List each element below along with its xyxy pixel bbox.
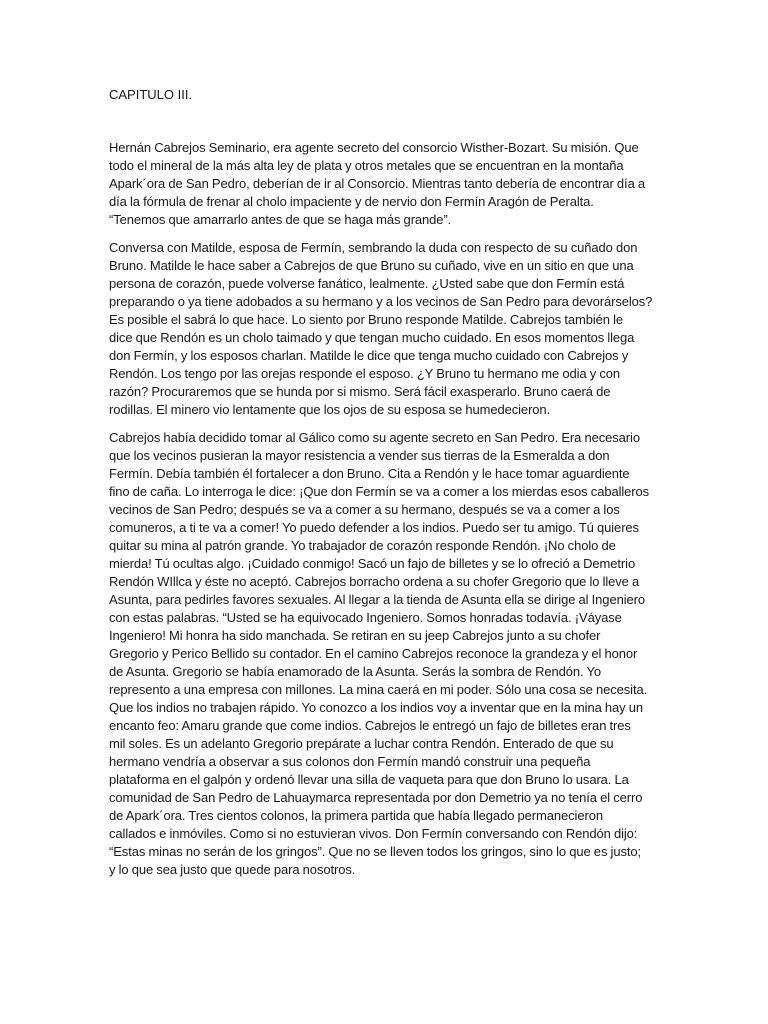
paragraph-3: Cabrejos había decidido tomar al Gálico como su agente secreto en San Pedro. Era necesario que los vecinos pusieran la mayor resistencia a vender sus tierras de la Esmeralda a don Fermín. Debía también él fortalecer a don Bruno. Cita a Rendón y le hace tomar aguardiente fino de caña. Lo interroga le dice: ¡Que don Fermín se va a comer a los mierdas esos caballeros vecinos de San Pedro; después se va a comer a su hermano, después se va a comer a los comuneros, a ti te va a comer! Yo puedo defender a los indios. Puedo ser tu amigo. Tú quieres quitar su mina al patrón grande. Yo trabajador de corazón responde Rendón. ¡No cholo de mierda! Tú ocultas algo. ¡Cuidado conmigo! Sacó un fajo de billetes y se lo ofreció a Demetrio Rendón WIllca y éste no aceptó. Cabrejos borracho ordena a su chofer Gregorio que lo lleve a Asunta, para pedirles favores sexuales. Al llegar a la tienda de Asunta ella se dirige al Ingeniero con estas palabras. “Usted se ha equivocado Ingeniero. Somos honradas todavía. ¡Váyase Ingeniero! Mi honra ha sido manchada. Se retiran en su jeep Cabrejos junto a su chofer Gregorio y Perico Bellido su contador. En el camino Cabrejos reconoce la grandeza y el honor de Asunta. Gregorio se había enamorado de la Asunta. Serás la sombra de Rendón. Yo represento a una empresa con millones. La mina caerá en mi poder. Sólo una cosa se necesita. Que los indios no trabajen rápido. Yo conozco a los indios voy a inventar que en la mina hay un encanto feo: Amaru grande que come indios. Cabrejos le entregó un fajo de billetes eran tres mil soles. Es un adelanto Gregorio prepárate a luchar contra Rendón. Enterado de que su hermano vendría a observar a sus colonos don Fermín mandó construir una pequeña plataforma en el galpón y ordenó llevar una silla de vaqueta para que don Bruno lo usara. La comunidad de San Pedro de Lahuaymarca representada por don Demetrio ya no tenía el cerro de Apark´ora. Tres cientos colonos, la primera partida que había llegado permanecieron callados e inmóviles. Como si no estuvieran vivos. Don Fermín conversando con Rendón dijo: “Estas minas no serán de los gringos”. Que no se lleven todos los gringos, sino lo que es justo; y lo que sea justo que quede para nosotros. (109, 430, 650, 877)
paragraph-2: Conversa con Matilde, esposa de Fermín, sembrando la duda con respecto de su cuñado don Bruno. Matilde le hace saber a Cabrejos de que Bruno su cuñado, vive en un sitio en que una persona de corazón, puede volverse fanático, lealmente. ¿Usted sabe que don Fermín está preparando o ya tiene adobados a su hermano y a los vecinos de San Pedro para devorárselos? Es posible el sabrá lo que hace. Lo siento por Bruno responde Matilde. Cabrejos también le dice que Rendón es un cholo taimado y que tengan mucho cuidado. En esos momentos llega don Fermín, y los esposos charlan. Matilde le dice que tenga mucho cuidado con Cabrejos y Rendón. Los tengo por las orejas responde el esposo. ¿Y Bruno tu hermano me odia y con razón? Procuraremos que se hunda por si mismo. Será fácil exasperarlo. Bruno caerá de rodillas. El minero vio lentamente que los ojos de su esposa se humedecieron. (109, 240, 653, 417)
document-body (109, 86, 661, 889)
paragraph-1: Hernán Cabrejos Seminario, era agente secreto del consorcio Wisther-Bozart. Su misión. Que todo el mineral de la más alta ley de plata y otros metales que se encuentran en la montaña Apark´ora de San Pedro, deberían de ir al Consorcio. Mientras tanto debería de encontrar día a día la fórmula de frenar al cholo impaciente y de nervio don Fermín Aragón de Peralta. “Tenemos que amarrarlo antes de que se haga más grande”. (109, 140, 646, 227)
chapter-title: CAPITULO III. (109, 87, 193, 102)
